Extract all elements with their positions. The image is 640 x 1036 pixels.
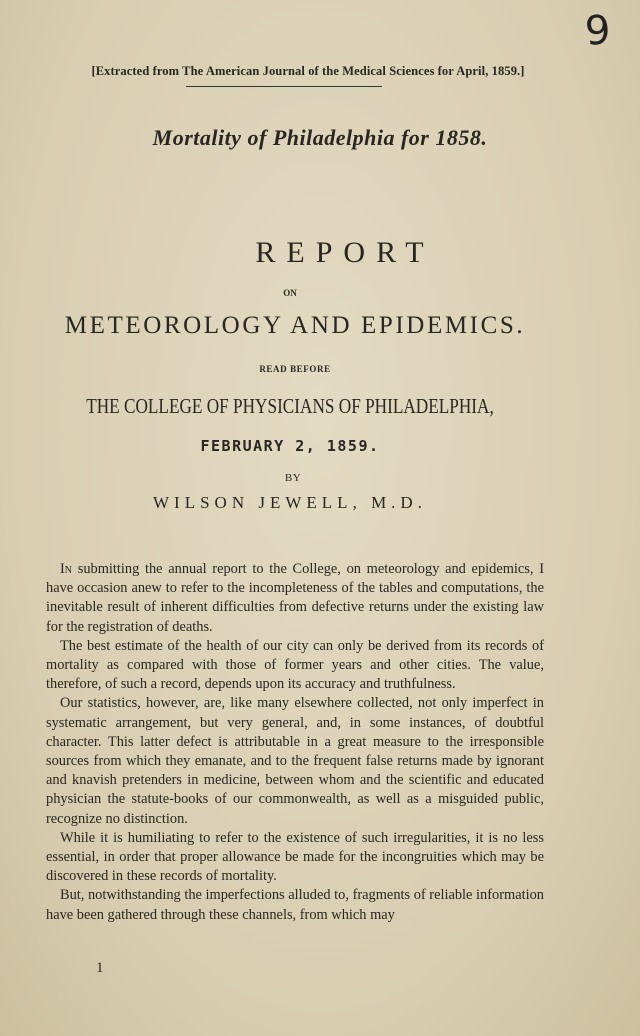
body-text: [46, 560, 544, 925]
extract-note: [Extracted from The American Journal of the Medical Sciences for April, 1859.]: [91, 64, 525, 78]
paragraph-4: While it is humiliating to refer to the existence of such irregularities, it is no less essential, in order that proper allowance be made for the incongruities which may be discovered in these records of mortality.: [46, 829, 544, 885]
paragraph-3: Our statistics, however, are, like many elsewhere collected, not only imperfect in systematic arrangement, but very general, and, in some instances, of doubtful character. This latter defect is attributable in a great measure to the irresponsible sources from which they emanate, and to the frequent false returns made by ignorant and knavish pretenders in medicine, between whom and the scientific and educated physician the statute-books of our commonwealth, as well as a misguided public, recognize no distinction.: [46, 695, 544, 827]
handwritten-annotation: 9: [582, 7, 612, 55]
author-name: WILSON JEWELL, M.D.: [153, 493, 427, 512]
paragraph-5: But, notwithstanding the imperfections alluded to, fragments of reliable information have been gathered through these channels, from which may: [46, 887, 544, 923]
report-date: FEBRUARY 2, 1859.: [200, 437, 380, 455]
by-label: BY: [284, 472, 302, 484]
divider-rule: [186, 86, 382, 87]
paragraph-2: The best estimate of the health of our city can only be derived from its records of mortality as compared with those of former years and other cities. The value, therefore, of such a record, depends upon its accuracy and truthfulness.: [46, 637, 544, 693]
lead-word: In: [60, 561, 73, 577]
on-label: ON: [283, 288, 297, 298]
college-name: THE COLLEGE OF PHYSICIANS OF PHILADELPHIA,: [86, 394, 494, 418]
topic-heading: METEOROLOGY AND EPIDEMICS.: [64, 312, 526, 339]
page-number: 1: [96, 960, 104, 976]
running-title: Mortality of Philadelphia for 1858.: [152, 125, 488, 150]
read-before-label: READ BEFORE: [259, 364, 331, 374]
paragraph-1: [46, 560, 544, 637]
paragraph-1-text: submitting the annual report to the College, on meteorology and epidemics, I have occasion anew to refer to the incompleteness of the tables and computations, the inevitable result of inherent difficulties from defective returns under the existing law for the registration of deaths.: [46, 561, 544, 635]
report-heading: REPORT: [255, 236, 435, 269]
